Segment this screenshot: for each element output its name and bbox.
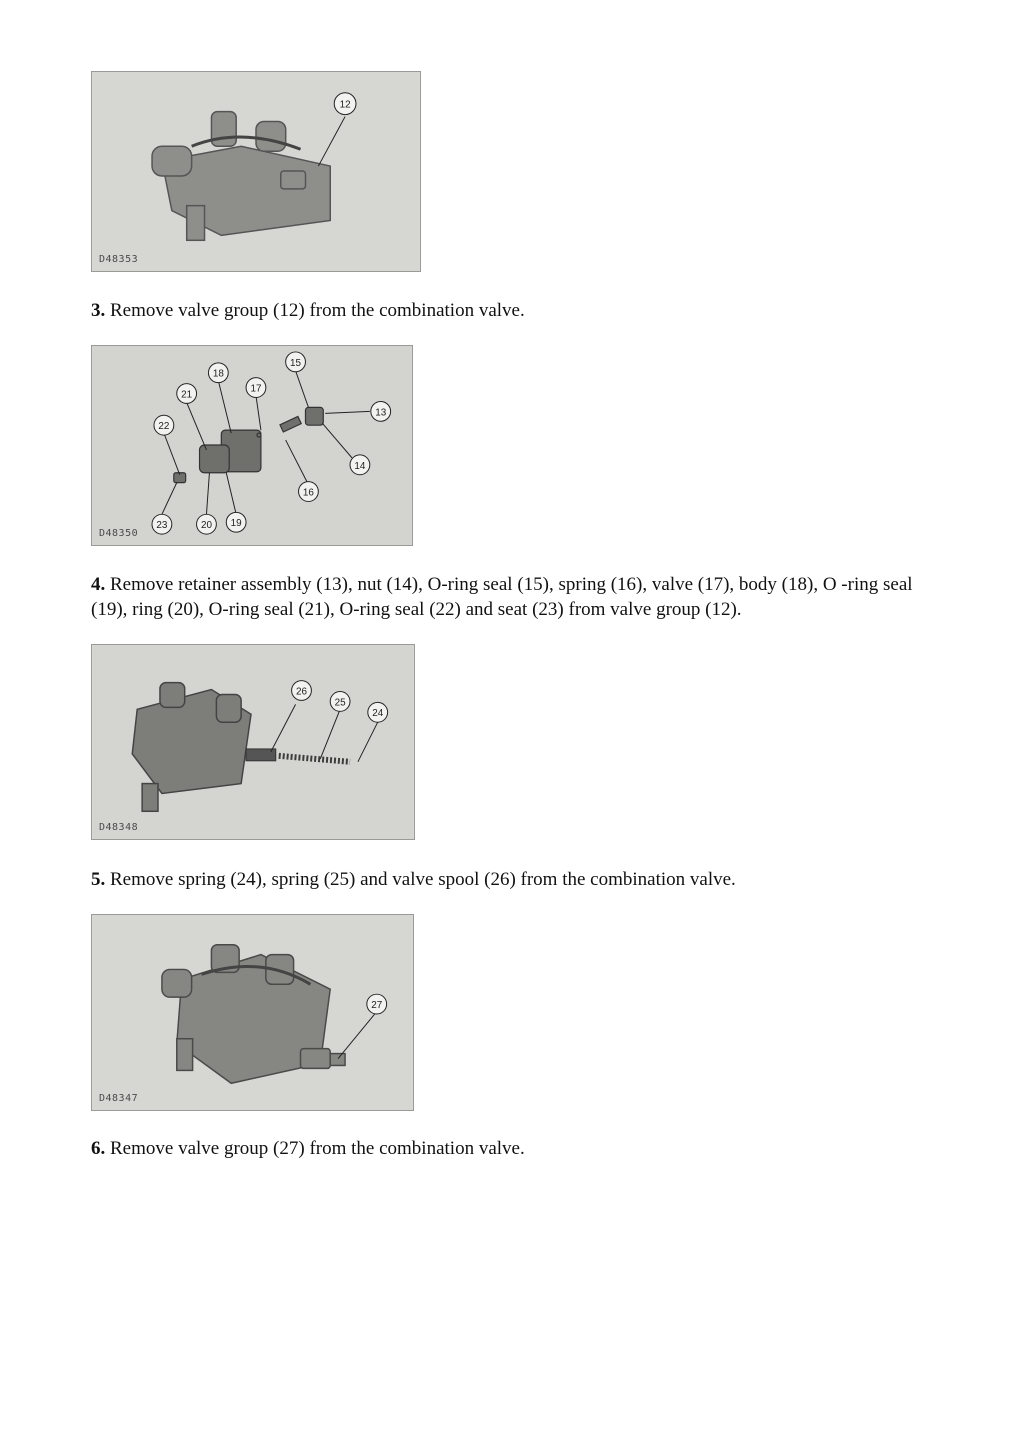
callout-27: 27 [371, 1000, 383, 1012]
figure-id-label: D48353 [99, 254, 139, 265]
parts-photo [92, 346, 412, 545]
callout-14: 14 [354, 460, 366, 472]
callout-23: 23 [156, 520, 168, 532]
figure-id-label: D48347 [99, 1093, 139, 1104]
callout-16: 16 [302, 487, 314, 499]
step-number: 5. [91, 869, 106, 890]
spool-photo [92, 645, 414, 839]
step-text: Remove retainer assembly (13), nut (14), O-ring seal (15), spring (16), valve (17), body (18), O -ring seal (19), ring (20), O-ring seal (21), O-ring seal (22) and seat (23) from valve group (12). [91, 574, 913, 620]
step-5 [91, 867, 931, 892]
step-text: Remove valve group (27) from the combination valve. [105, 1138, 525, 1159]
callout-15: 15 [290, 357, 302, 369]
callout-25: 25 [334, 697, 346, 709]
step-4 [91, 572, 931, 622]
callout-18: 18 [212, 368, 224, 380]
step-number: 6. [91, 1138, 106, 1159]
figure-valve-group-parts [91, 345, 413, 546]
step-3 [91, 298, 931, 323]
figure-valve-group-12 [91, 71, 421, 272]
callout-22: 22 [158, 421, 170, 433]
step-text: Remove spring (24), spring (25) and valve spool (26) from the combination valve. [105, 869, 736, 890]
callout-17: 17 [250, 383, 262, 395]
step-number: 3. [91, 300, 106, 321]
callout-21: 21 [181, 389, 193, 401]
step-number: 4. [91, 574, 106, 595]
valve-27-photo [92, 915, 413, 1110]
figure-id-label: D48350 [99, 528, 139, 539]
callout-13: 13 [375, 407, 387, 419]
figure-id-label: D48348 [99, 822, 139, 833]
callout-24: 24 [372, 708, 384, 720]
figure-valve-group-27 [91, 914, 414, 1111]
callout-12: 12 [339, 99, 351, 111]
callout-20: 20 [200, 520, 212, 532]
valve-photo [92, 72, 420, 271]
step-6 [91, 1136, 931, 1161]
step-text: Remove valve group (12) from the combination valve. [105, 300, 525, 321]
callout-26: 26 [295, 686, 308, 698]
callout-19: 19 [230, 518, 242, 530]
figure-spool-springs [91, 644, 415, 840]
